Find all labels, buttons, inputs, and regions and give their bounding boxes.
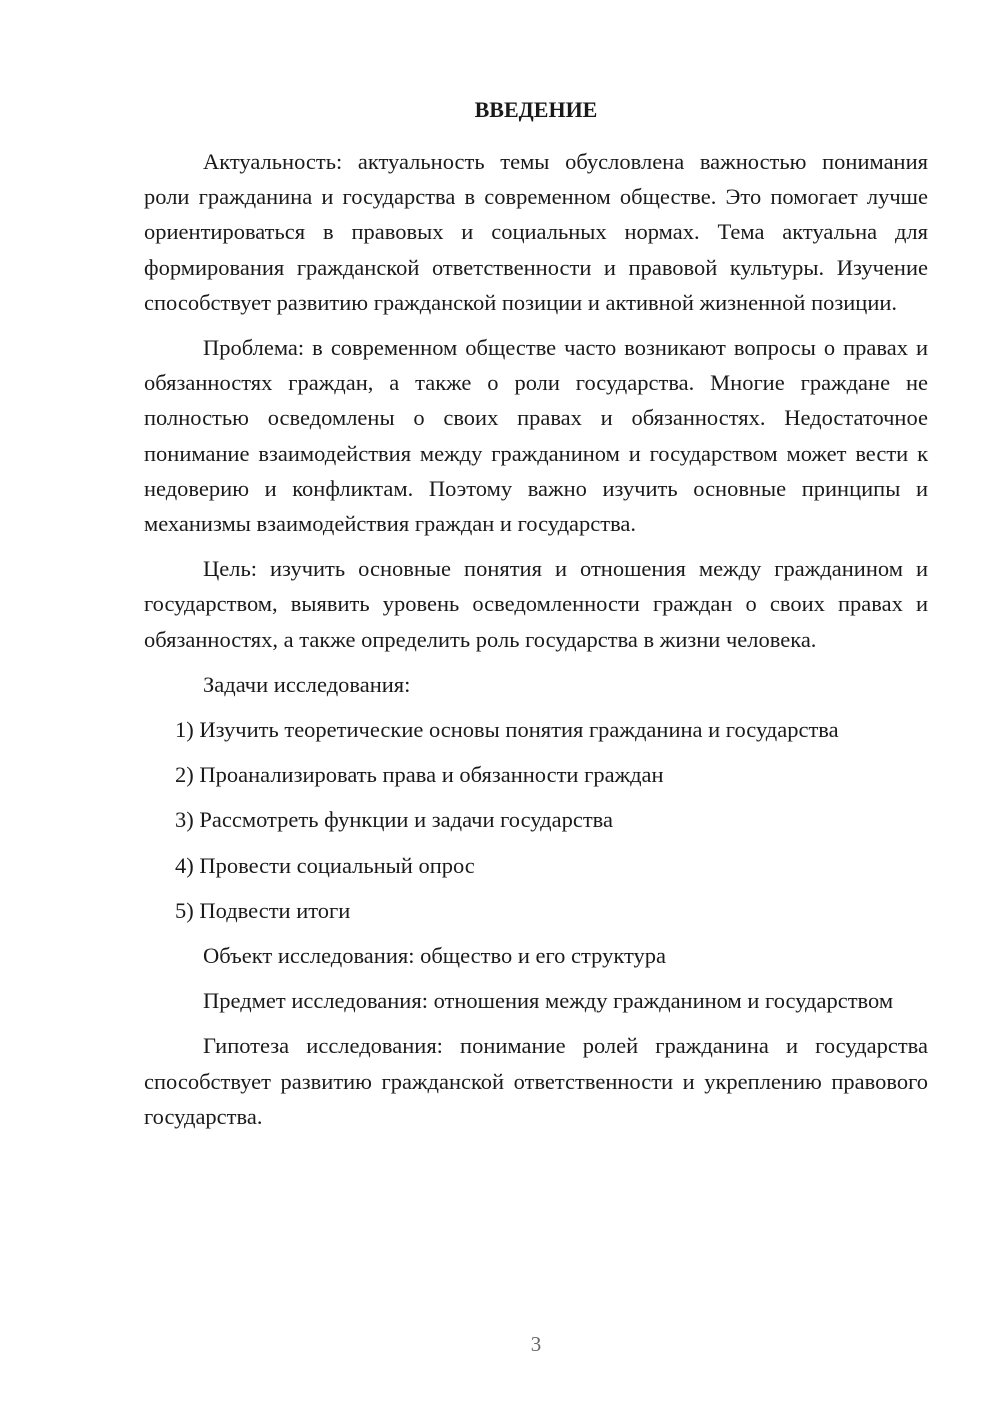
research-object: Объект исследования: общество и его структура (203, 943, 666, 969)
task-item-1: 1) Изучить теоретические основы понятия гражданина и государства (175, 717, 839, 743)
research-hypothesis: Гипотеза исследования: понимание ролей гражданина и государства способствует развитию гражданской ответственности и укреплению правового государства. (144, 1033, 928, 1129)
research-subject: Предмет исследования: отношения между гражданином и государством (203, 988, 894, 1014)
task-item-5: 5) Подвести итоги (175, 897, 351, 923)
page-body (144, 95, 928, 1144)
tasks-heading: Задачи исследования: (203, 671, 411, 697)
task-item-4: 4) Провести социальный опрос (175, 852, 475, 878)
page-number: 3 (530, 1332, 542, 1356)
relevance-paragraph: Актуальность: актуальность темы обусловлена важностью понимания роли гражданина и государства в современном обществе. Это помогает лучше ориентироваться в правовых и социальных нормах. Тема актуальна для формирования гражданской ответственности и правовой культуры. Изучение способствует развитию гражданской позиции и активной жизненной позиции. (144, 149, 928, 315)
goal-paragraph: Цель: изучить основные понятия и отношения между гражданином и государством, выявить уровень осведомленности граждан о своих правах и обязанностях, а также определить роль государства в жизни человека. (144, 556, 928, 652)
problem-paragraph: Проблема: в современном обществе часто возникают вопросы о правах и обязанностях граждан, а также о роли государства. Многие граждане не полностью осведомлены о своих правах и обязанностях. Недостаточное понимание взаимодействия между гражданином и государством может вести к недоверию и конфликтам. Поэтому важно изучить основные принципы и механизмы взаимодействия граждан и государства. (144, 335, 928, 537)
section-title: ВВЕДЕНИЕ (474, 97, 598, 122)
task-item-2: 2) Проанализировать права и обязанности граждан (175, 762, 664, 788)
task-item-3: 3) Рассмотреть функции и задачи государства (175, 807, 613, 833)
task-list (144, 712, 928, 928)
